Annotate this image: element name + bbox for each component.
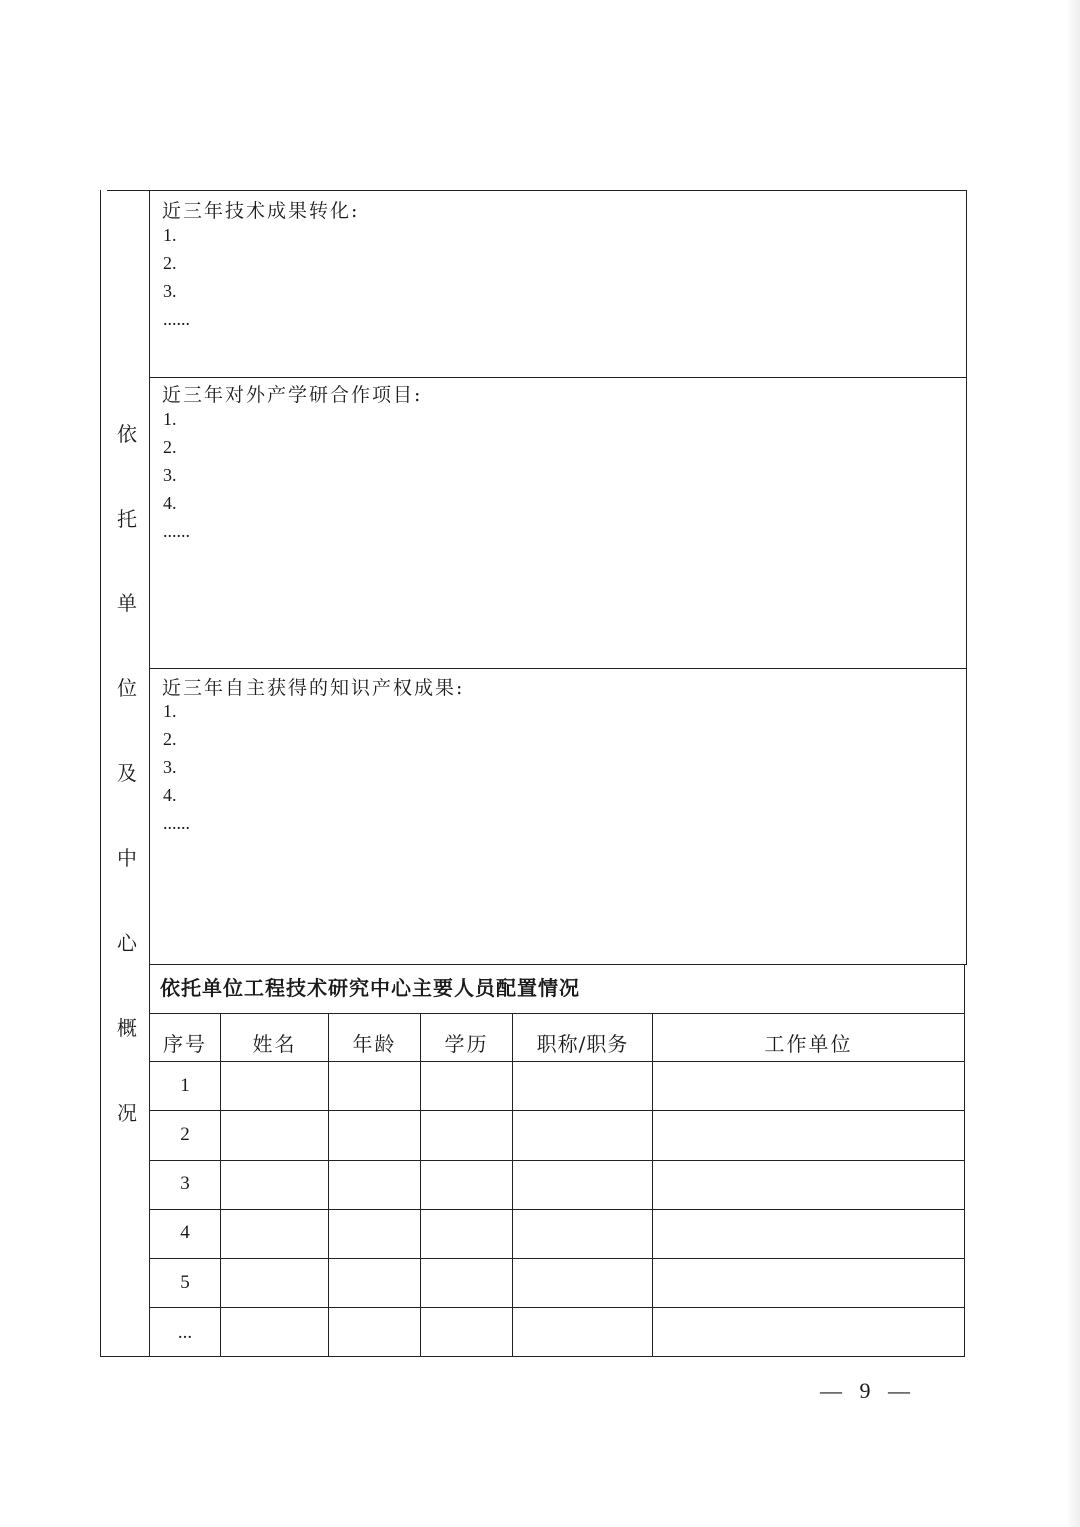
side-label-char: 概 <box>117 1016 137 1040</box>
list-item: 1. <box>163 225 177 245</box>
side-label-char: 中 <box>117 846 137 870</box>
side-label-char: 及 <box>117 761 137 785</box>
list-item: 1. <box>163 701 177 721</box>
section-divider-3 <box>149 964 966 965</box>
header-title-position: 职称/职务 <box>536 1032 629 1056</box>
table-row-number: ... <box>177 1322 193 1343</box>
header-seq: 序号 <box>163 1032 207 1056</box>
table-col-line <box>512 1013 513 1356</box>
staff-table-title: 依托单位工程技术研究中心主要人员配置情况 <box>160 976 580 1000</box>
section-divider-1 <box>149 377 966 378</box>
side-label-char: 位 <box>117 676 137 700</box>
list-item: 2. <box>163 437 177 457</box>
frame-top-border <box>107 190 967 191</box>
list-item: ...... <box>163 813 190 833</box>
list-item: 4. <box>163 785 177 805</box>
list-item: 2. <box>163 729 177 749</box>
table-col-line <box>220 1013 221 1356</box>
table-line <box>149 1110 964 1111</box>
table-line <box>149 1258 964 1259</box>
list-item: 3. <box>163 281 177 301</box>
table-row-number: 1 <box>180 1075 190 1096</box>
table-row-number: 4 <box>180 1222 190 1243</box>
table-col-line <box>652 1013 653 1356</box>
side-label-char: 托 <box>117 507 137 531</box>
table-line <box>149 1061 964 1062</box>
list-item: 3. <box>163 465 177 485</box>
list-item: 2. <box>163 253 177 273</box>
header-age: 年龄 <box>352 1032 397 1056</box>
list-item: 1. <box>163 409 177 429</box>
side-label-char: 依 <box>117 422 137 446</box>
table-col-line <box>328 1013 329 1356</box>
tech-transfer-title: 近三年技术成果转化: <box>162 200 360 222</box>
frame-right-border <box>966 190 967 965</box>
side-label-char: 况 <box>117 1101 137 1125</box>
list-item: ...... <box>163 521 190 541</box>
list-item: ...... <box>163 309 190 329</box>
header-name: 姓名 <box>252 1032 297 1056</box>
table-line <box>149 1209 964 1210</box>
frame-bottom-border <box>100 1356 965 1357</box>
table-line <box>149 1013 964 1014</box>
cooperation-projects-title: 近三年对外产学研合作项目: <box>162 384 423 406</box>
table-line <box>149 1160 964 1161</box>
header-education: 学历 <box>444 1032 489 1056</box>
section-divider-2 <box>149 668 966 669</box>
table-row-number: 5 <box>180 1272 190 1293</box>
side-label-char: 单 <box>117 591 137 615</box>
page-number: — 9 — <box>820 1378 916 1403</box>
list-item: 3. <box>163 757 177 777</box>
header-work-unit: 工作单位 <box>764 1032 853 1056</box>
table-col-line <box>420 1013 421 1356</box>
list-item: 4. <box>163 493 177 513</box>
frame-right-border-lower <box>964 965 965 1356</box>
frame-left-border <box>100 190 101 1356</box>
table-row-number: 3 <box>180 1173 190 1194</box>
ip-achievements-title: 近三年自主获得的知识产权成果: <box>162 677 465 699</box>
table-row-number: 2 <box>180 1124 190 1145</box>
table-line <box>149 1307 964 1308</box>
side-label-char: 心 <box>117 931 137 955</box>
page-edge-shadow <box>1066 0 1080 1527</box>
